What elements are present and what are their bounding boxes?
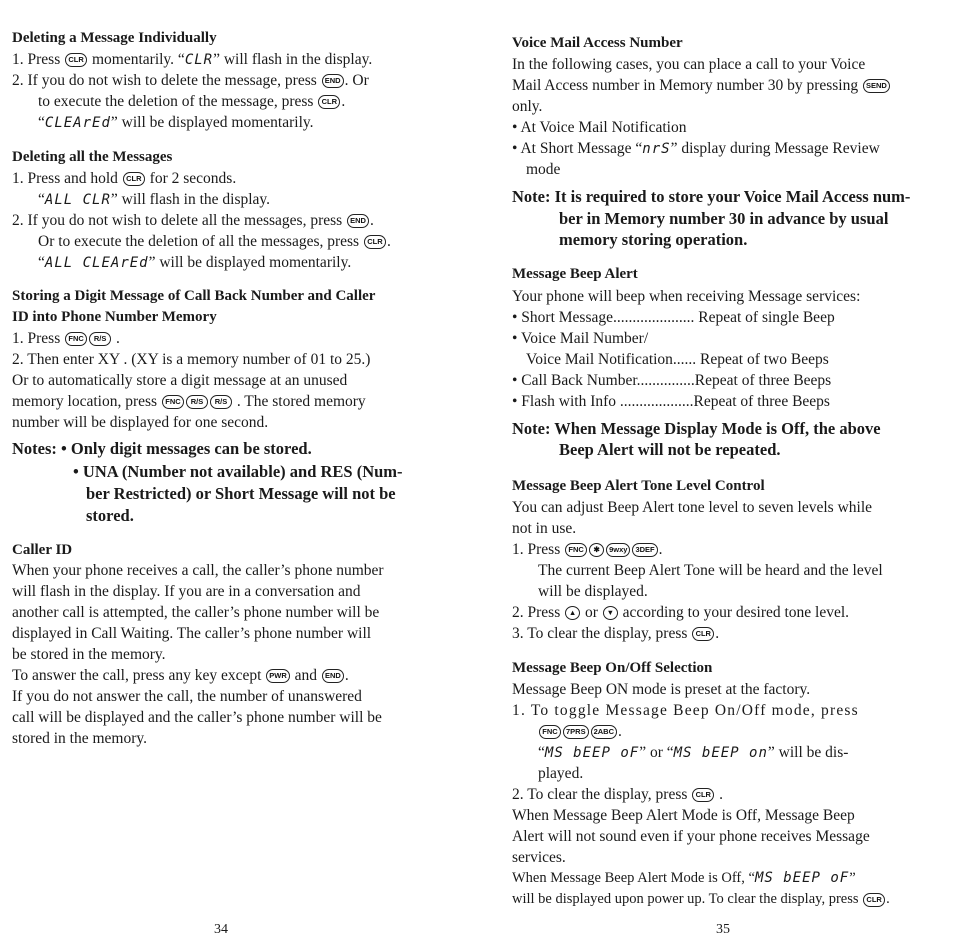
beep-row-2: • Voice Mail Number/ <box>512 330 649 347</box>
caller-para-5: be stored in the memory. <box>12 646 166 663</box>
pwr-key-icon: PWR <box>266 669 290 683</box>
caller-para-1: When your phone receives a call, the caller’s phone number <box>12 562 384 579</box>
lcd-clr: CLR <box>184 52 214 68</box>
beep-row-3: Voice Mail Notification...... Repeat of two Beeps <box>526 351 829 368</box>
del-all-step-2-msg: “ALL CLEArEd” will be displayed momentarily. <box>38 254 352 271</box>
key-7-icon: 7PRS <box>563 725 589 739</box>
heading-voice-mail: Voice Mail Access Number <box>512 35 683 51</box>
onoff-step-1-msg: “MS bEEP oF” or “MS bEEP on” will be dis- <box>538 744 849 761</box>
store-note-3: ber Restricted) or Short Message will not be <box>86 484 396 503</box>
beep-para-1: Your phone will beep when receiving Message services: <box>512 288 861 305</box>
beep-row-4: • Call Back Number...............Repeat of three Beeps <box>512 372 832 389</box>
store-para-1: Or to automatically store a digit message at an unused <box>12 372 348 389</box>
onoff-step-1-keys: FNC 7PRS 2ABC . <box>512 721 932 742</box>
fnc-key-icon: FNC <box>539 725 561 739</box>
lcd-all-cleared: ALL CLEArEd <box>44 255 149 271</box>
del-all-step-1: 1. Press and hold CLR for 2 seconds. <box>12 170 237 187</box>
onoff-para-2: When Message Beep Alert Mode is Off, Message Beep <box>512 807 855 824</box>
fnc-key-icon: FNC <box>65 332 87 346</box>
caller-para-4: displayed in Call Waiting. The caller’s phone number will <box>12 625 372 642</box>
del-all-step-2-cont: Or to execute the deletion of all the messages, press CLR . <box>38 233 391 250</box>
beep-row-5: • Flash with Info ...................Repeat of three Beeps <box>512 393 830 410</box>
lcd-ms-beep-of: MS bEEP oF <box>544 745 640 761</box>
page-number-right: 35 <box>716 922 730 937</box>
onoff-para-1: Message Beep ON mode is preset at the factory. <box>512 681 811 698</box>
store-para-2: memory location, press FNC R/S R/S . The stored memory <box>12 393 366 410</box>
tone-step-2: 2. Press ▲ or ▼ according to your desired tone level. <box>512 604 850 621</box>
store-note-1: Notes: • Only digit messages can be stored. <box>12 439 312 458</box>
vm-bullet-2-cont: mode <box>526 161 561 178</box>
rs-key-icon: R/S <box>89 332 111 346</box>
onoff-para-4: services. <box>512 849 566 866</box>
clr-key-icon: CLR <box>318 95 340 109</box>
caller-para-6: To answer the call, press any key except PWR and END . <box>12 667 349 684</box>
onoff-para-5: When Message Beep Alert Mode is Off, “MS bEEP oF” <box>512 870 856 886</box>
beep-note-1: Note: When Message Display Mode is Off, the above <box>512 419 881 438</box>
clr-key-icon: CLR <box>123 172 145 186</box>
store-para-3: number will be displayed for one second. <box>12 414 269 431</box>
vm-para-1: In the following cases, you can place a call to your Voice <box>512 56 866 73</box>
heading-beep-alert: Message Beep Alert <box>512 266 638 282</box>
onoff-para-3: Alert will not sound even if your phone receives Message <box>512 828 870 845</box>
clr-key-icon: CLR <box>364 235 386 249</box>
vm-bullet-1: • At Voice Mail Notification <box>512 119 687 136</box>
send-key-icon: SEND <box>863 79 890 93</box>
lcd-all-clr: ALL CLR <box>44 192 111 208</box>
lcd-cleared: CLEArEd <box>44 115 111 131</box>
page-number-left: 34 <box>214 922 228 937</box>
clr-key-icon: CLR <box>65 53 87 67</box>
onoff-step-2: 2. To clear the display, press CLR . <box>512 786 724 803</box>
rs-key-icon: R/S <box>186 395 208 409</box>
clr-key-icon: CLR <box>863 893 885 907</box>
store-note-2: • UNA (Number not available) and RES (Num- <box>73 462 403 481</box>
vm-note-1: Note: It is required to store your Voice Mail Access num- <box>512 187 911 206</box>
clr-key-icon: CLR <box>692 788 714 802</box>
caller-para-9: stored in the memory. <box>12 730 148 747</box>
del-ind-step-2: 2. If you do not wish to delete the message, press END . Or <box>12 72 369 89</box>
heading-storing-1: Storing a Digit Message of Call Back Number and Caller <box>12 288 376 304</box>
down-key-icon: ▼ <box>603 606 618 620</box>
store-step-1: 1. Press FNC R/S . <box>12 330 120 347</box>
tone-step-1-cont: The current Beep Alert Tone will be heard and the level <box>538 562 883 579</box>
heading-deleting-all: Deleting all the Messages <box>12 149 173 165</box>
tone-para-2: not in use. <box>512 520 577 537</box>
end-key-icon: END <box>347 214 369 228</box>
lcd-nrs: nrS <box>642 141 671 157</box>
vm-note-2: ber in Memory number 30 in advance by usual <box>559 209 889 228</box>
key-9-icon: 9wxy <box>606 543 630 557</box>
heading-caller-id: Caller ID <box>12 542 73 558</box>
key-2-icon: 2ABC <box>591 725 617 739</box>
onoff-step-1: 1. To toggle Message Beep On/Off mode, press <box>512 702 859 719</box>
heading-deleting-individually: Deleting a Message Individually <box>12 30 217 46</box>
vm-para-2: Mail Access number in Memory number 30 by pressing SEND <box>512 75 932 96</box>
tone-para-1: You can adjust Beep Alert tone level to seven levels while <box>512 499 873 516</box>
del-ind-step-2-msg: “CLEArEd” will be displayed momentarily. <box>38 114 314 131</box>
key-3-icon: 3DEF <box>632 543 657 557</box>
caller-para-7: If you do not answer the call, the number of unanswered <box>12 688 362 705</box>
fnc-key-icon: FNC <box>162 395 184 409</box>
tone-step-1: 1. Press FNC ✱ 9wxy 3DEF . <box>512 541 663 558</box>
store-note-4: stored. <box>86 506 134 525</box>
heading-tone-level: Message Beep Alert Tone Level Control <box>512 478 765 494</box>
del-ind-step-1: 1. Press CLR momentarily. “CLR” will flash in the display. <box>12 51 373 68</box>
del-ind-step-2-cont: to execute the deletion of the message, press CLR . <box>38 93 346 110</box>
caller-para-3: another call is attempted, the caller’s phone number will be <box>12 604 380 621</box>
up-key-icon: ▲ <box>565 606 580 620</box>
end-key-icon: END <box>322 74 344 88</box>
lcd-ms-beep-of: MS bEEP oF <box>754 870 850 886</box>
lcd-ms-beep-on: MS bEEP on <box>673 745 768 761</box>
store-step-2: 2. Then enter XY . (XY is a memory number of 01 to 25.) <box>12 351 371 368</box>
onoff-para-6: will be displayed upon power up. To clear the display, press CLR . <box>512 891 890 907</box>
tone-step-1-cont-2: will be displayed. <box>538 583 648 600</box>
heading-beep-onoff: Message Beep On/Off Selection <box>512 660 713 676</box>
beep-row-1: • Short Message..................... Repeat of single Beep <box>512 309 835 326</box>
end-key-icon: END <box>322 669 344 683</box>
del-all-step-1-msg: “ALL CLR” will flash in the display. <box>38 191 271 208</box>
del-all-step-2: 2. If you do not wish to delete all the messages, press END . <box>12 212 374 229</box>
clr-key-icon: CLR <box>692 627 714 641</box>
rs-key-icon: R/S <box>210 395 232 409</box>
star-key-icon: ✱ <box>589 543 604 557</box>
heading-storing-2: ID into Phone Number Memory <box>12 309 217 325</box>
caller-para-8: call will be displayed and the caller’s phone number will be <box>12 709 382 726</box>
beep-note-2: Beep Alert will not be repeated. <box>559 440 781 459</box>
vm-bullet-2: • At Short Message “nrS” display during Message Review <box>512 140 880 157</box>
tone-step-3: 3. To clear the display, press CLR . <box>512 625 720 642</box>
fnc-key-icon: FNC <box>565 543 587 557</box>
vm-para-3: only. <box>512 98 543 115</box>
caller-para-2: will flash in the display. If you are in a conversation and <box>12 583 361 600</box>
vm-note-3: memory storing operation. <box>559 230 748 249</box>
onoff-step-1-end: played. <box>538 765 584 782</box>
